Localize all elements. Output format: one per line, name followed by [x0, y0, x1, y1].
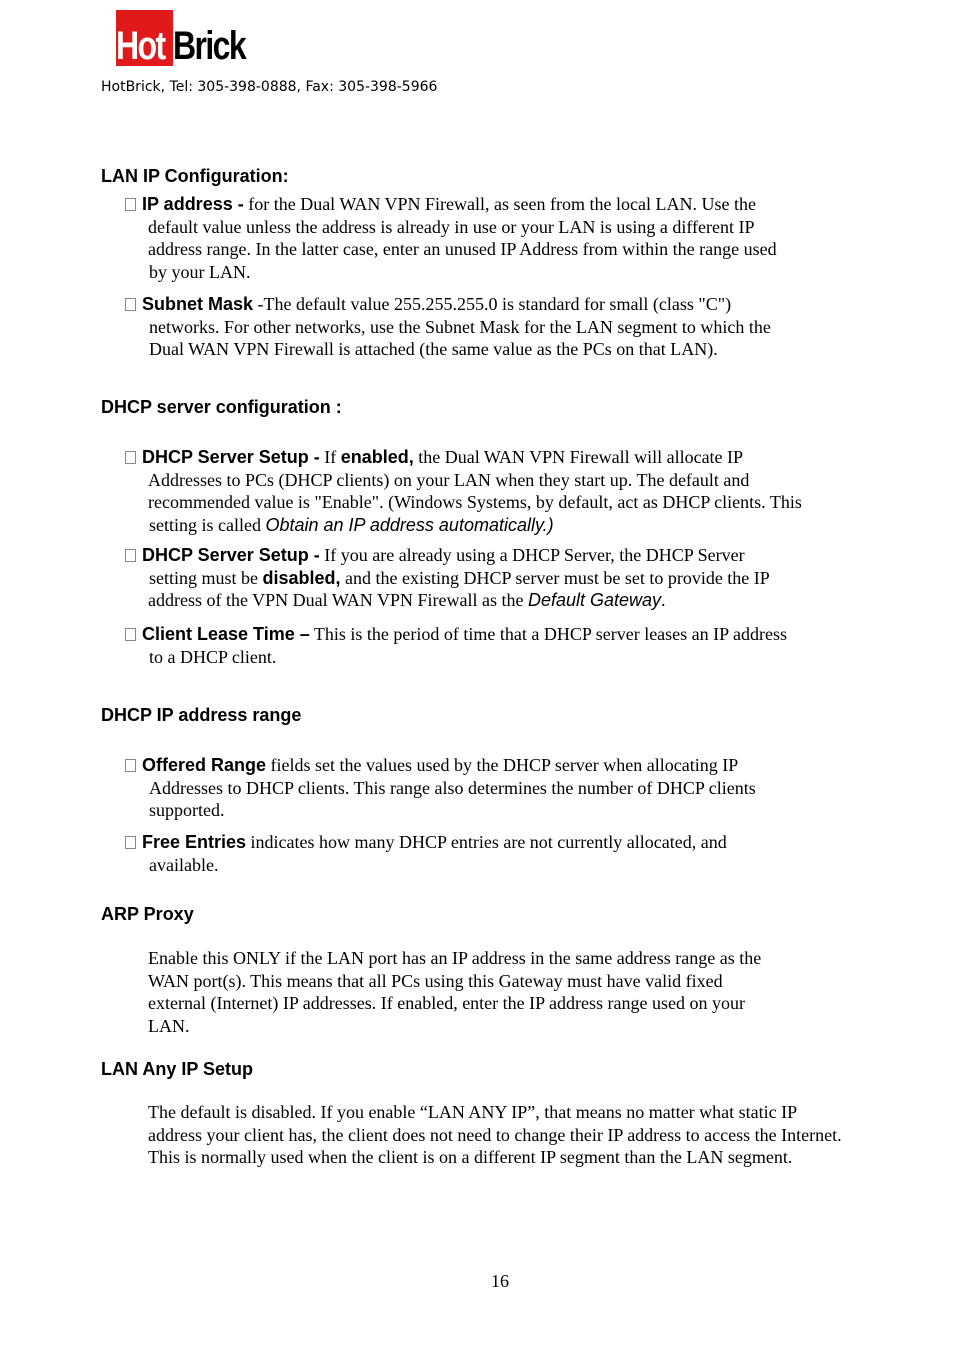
- page-number: 16: [491, 1271, 509, 1291]
- item-subnet-mask: [125, 293, 885, 361]
- item-text: available.: [149, 854, 219, 875]
- item-text: If you are already using a DHCP Server, the DHCP Server: [319, 545, 745, 565]
- term-ip-address: IP address -: [142, 194, 244, 214]
- item-text: -The default value 255.255.255.0 is standard for small (class "C"): [253, 294, 732, 314]
- item-text: supported.: [149, 800, 225, 820]
- item-text: Dual WAN VPN Firewall is attached (the same value as the PCs on that LAN).: [149, 339, 718, 359]
- hotbrick-logo: [116, 10, 256, 66]
- heading-dhcp-range: DHCP IP address range: [101, 705, 302, 725]
- bullet-box-icon: [125, 836, 136, 849]
- logo-hot-text: Hot: [116, 24, 165, 68]
- item-text: fields set the values used by the DHCP server when allocating IP: [266, 755, 739, 775]
- item-offered-range: [125, 754, 885, 822]
- bullet-box-icon: [125, 759, 136, 772]
- item-text: This is the period of time that a DHCP server leases an IP address: [309, 624, 787, 644]
- item-text: to a DHCP client.: [149, 646, 277, 667]
- item-text: Addresses to PCs (DHCP clients) on your LAN when they start up. The default and: [148, 469, 750, 490]
- term-subnet-mask: Subnet Mask: [142, 294, 254, 314]
- item-text: setting must be: [149, 567, 263, 588]
- bullet-box-icon: [125, 549, 136, 562]
- paragraph-line: The default is disabled. If you enable “LAN ANY IP”, that means no matter what static IP: [148, 1102, 798, 1122]
- paragraph-line: This is normally used when the client is on a different IP segment than the LAN segment.: [148, 1147, 793, 1167]
- item-text: .: [661, 590, 666, 610]
- bullet-box-icon: [125, 298, 136, 311]
- bullet-box-icon: [125, 628, 136, 641]
- item-text: the Dual WAN VPN Firewall will allocate IP: [413, 447, 744, 467]
- item-text: indicates how many DHCP entries are not currently allocated, and: [246, 832, 727, 852]
- term-client-lease-time: Client Lease Time –: [142, 624, 310, 644]
- paragraph-line: address your client has, the client does not need to change their IP address to access the Internet.: [148, 1124, 842, 1145]
- contact-line: HotBrick, Tel: 305-398-0888, Fax: 305-398-5966: [101, 79, 438, 95]
- item-text: address range. In the latter case, enter an unused IP Address from within the range used: [148, 239, 777, 259]
- term-dhcp-server-setup: DHCP Server Setup -: [142, 447, 320, 467]
- logo-brick-text: Brick: [173, 24, 246, 68]
- item-text: by your LAN.: [149, 261, 251, 282]
- item-text: and the existing DHCP server must be set to provide the IP: [340, 567, 770, 588]
- italic-text: Obtain an IP address automatically.): [265, 514, 554, 535]
- heading-lan-ip: LAN IP Configuration:: [101, 166, 289, 186]
- item-text: for the Dual WAN VPN Firewall, as seen from the local LAN. Use the: [243, 194, 756, 214]
- term-enabled: enabled,: [340, 447, 414, 467]
- paragraph-lan-any-ip: [148, 1101, 938, 1169]
- paragraph-line: LAN.: [148, 1015, 190, 1036]
- bullet-box-icon: [125, 451, 136, 464]
- item-dhcp-setup-enabled: [125, 446, 885, 536]
- item-text: If: [319, 447, 341, 467]
- paragraph-line: WAN port(s). This means that all PCs using this Gateway must have valid fixed: [148, 970, 723, 991]
- item-text: address of the VPN Dual WAN VPN Firewall as the: [148, 590, 528, 610]
- item-text: default value unless the address is already in use or your LAN is using a different IP: [148, 216, 755, 237]
- paragraph-arp-proxy: [148, 947, 908, 1037]
- item-text: setting is called: [149, 514, 266, 535]
- item-dhcp-setup-disabled: [125, 544, 885, 612]
- item-text: Addresses to DHCP clients. This range also determines the number of DHCP clients: [149, 777, 756, 798]
- item-text: networks. For other networks, use the Subnet Mask for the LAN segment to which the: [149, 316, 771, 337]
- term-free-entries: Free Entries: [142, 832, 247, 852]
- term-offered-range: Offered Range: [142, 755, 267, 775]
- term-disabled: disabled,: [262, 567, 341, 588]
- paragraph-line: Enable this ONLY if the LAN port has an IP address in the same address range as the: [148, 948, 762, 968]
- item-text: recommended value is "Enable". (Windows Systems, by default, act as DHCP clients. This: [148, 492, 802, 512]
- item-client-lease-time: [125, 623, 885, 668]
- heading-dhcp-server: DHCP server configuration :: [101, 397, 342, 417]
- term-dhcp-server-setup: DHCP Server Setup -: [142, 545, 320, 565]
- heading-arp-proxy: ARP Proxy: [101, 904, 194, 924]
- item-free-entries: [125, 831, 885, 876]
- bullet-box-icon: [125, 198, 136, 211]
- item-ip-address: [125, 193, 885, 283]
- heading-lan-any-ip: LAN Any IP Setup: [101, 1059, 254, 1079]
- italic-text: Default Gateway: [527, 590, 662, 610]
- paragraph-line: external (Internet) IP addresses. If enabled, enter the IP address range used on your: [148, 993, 745, 1013]
